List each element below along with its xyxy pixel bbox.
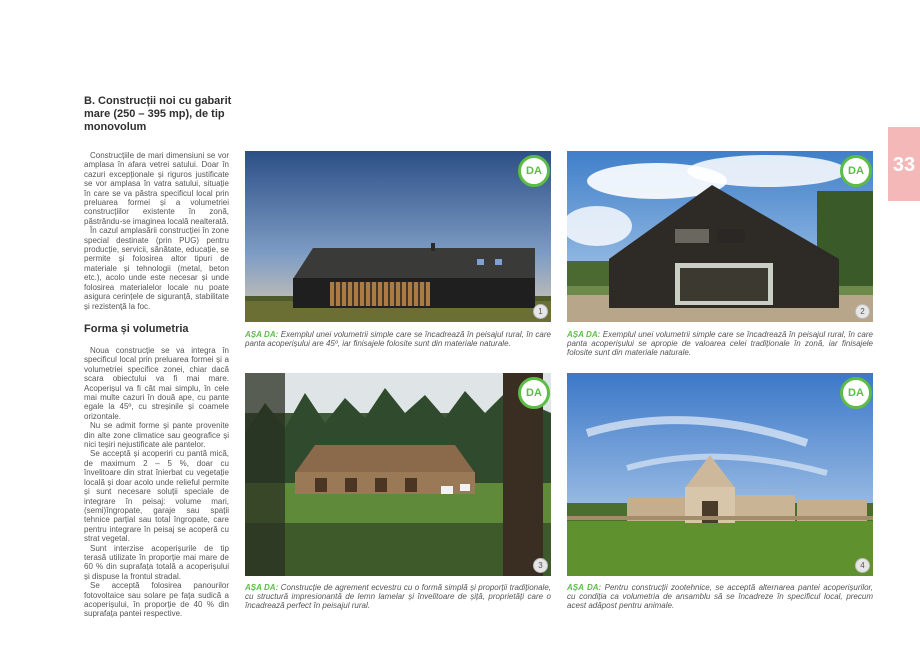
approval-badge: DA (518, 377, 550, 409)
approval-badge: DA (840, 377, 872, 409)
caption-text: Pentru construcții zootehnice, se acceptă alternarea pantei acoperișurilor, cu condiția ca volumetria de ansamblu să se încadreze în specificul local, precum acest adăpost pentru animale. (567, 583, 873, 611)
photo-caption (567, 330, 873, 358)
photo-caption (567, 583, 873, 611)
subsection-title: Forma și volumetria (84, 323, 189, 335)
paragraph: Sunt interzise acoperișurile de tip terasă utilizate în proporție mai mare de 60 % din suprafața totală a acoperișului și dispuse la frontul stradal. (84, 543, 229, 581)
paragraph: Se acceptă folosirea panourilor fotovoltaice sau solare pe fața sudică a acoperișului, în proporție de 40 % din suprafața pantei respective. (84, 581, 229, 619)
caption-lead: AȘA DA: (567, 330, 601, 339)
caption-text: Construcție de agrement ecvestru cu o formă simplă și proporții tradiționale, cu structură impresionantă de lemn lamelar și învelitoare de șiță, proprietăți care o încadrează perfect în peisajul rural. (245, 583, 552, 611)
caption-lead: AȘA DA: (567, 583, 602, 592)
photo-number: 4 (855, 558, 870, 573)
page-number: 33 (892, 154, 916, 176)
intro-text (84, 151, 229, 311)
caption-text: Exemplul unei volumetrii simple care se încadrează în peisajul rural, în care panta acoperișului are 45º, iar finisajele folosite sunt din materiale naturale. (245, 330, 551, 349)
paragraph: Se acceptă și acoperiri cu pantă mică, de maximum 2 – 5 %, doar cu învelitoare din strat înierbat cu vegetație locală și doar acolo unde relieful permite și sunt necesare soluții speciale de integrare în peisaj: volume mari, (semi)îngropate, garaje sau spații tehnice parțial sau total îngropate, care pentru integrare în peisaj se acoperă cu strat vegetal. (84, 449, 229, 544)
photo-number: 1 (533, 304, 548, 319)
paragraph: Construcțiile de mari dimensiuni se vor amplasa în afara vetrei satului. Doar în cazuri excepționale și riguros justificate se vor amplasa în vatra satului, situație în care se va păstra specificul local prin preluarea formei și a volumetriei construcțiilor existente în zonă, păstrându-se imaginea locală nealterată. (84, 151, 229, 226)
section-title: B. Construcții noi cu gabarit mare (250 – 395 mp), de tip monovolum (84, 95, 232, 133)
approval-badge: DA (840, 155, 872, 187)
photo-caption (245, 330, 551, 348)
photo-caption (245, 583, 551, 611)
photo-4 (567, 373, 873, 576)
photo-3 (245, 373, 551, 576)
photo-1 (245, 151, 551, 322)
photo-number: 3 (533, 558, 548, 573)
photo-2 (567, 151, 873, 322)
approval-badge: DA (518, 155, 550, 187)
paragraph: Noua construcție se va integra în specificul local prin preluarea formei și a volumetriei specifice zonei, chiar dacă scara obiectului va fi mai mare. Acoperișul va fi cât mai simplu, în cele mai multe cazuri în două ape, cu pante egale la 45º, cu streșinile și coamele orizontale. (84, 346, 229, 421)
caption-text: Exemplul unei volumetrii simple care se încadrează în peisajul rural, în care panta acoperișului se apropie de valoarea celei tradiționale în zonă, iar finisajele folosite sunt din materiale naturale. (567, 330, 873, 358)
paragraph: Nu se admit forme și pante provenite din alte zone climatice sau geografice și nici teșiri nejustificate ale pantelor. (84, 421, 229, 450)
paragraph: În cazul amplasării construcției în zone special destinate (prin PUG) pentru producție, servicii, sănătate, educație, se permite și folosirea altor tipuri de materiale și tehnologii (metal, beton etc.), acolo unde este necesar și unde folosirea materialelor locale nu poate asigura cerințele de siguranță, stabilitate și rezistență la foc. (84, 226, 229, 311)
form-text (84, 346, 229, 619)
photo-number: 2 (855, 304, 870, 319)
caption-lead: AȘA DA: (245, 583, 279, 592)
caption-lead: AȘA DA: (245, 330, 279, 339)
